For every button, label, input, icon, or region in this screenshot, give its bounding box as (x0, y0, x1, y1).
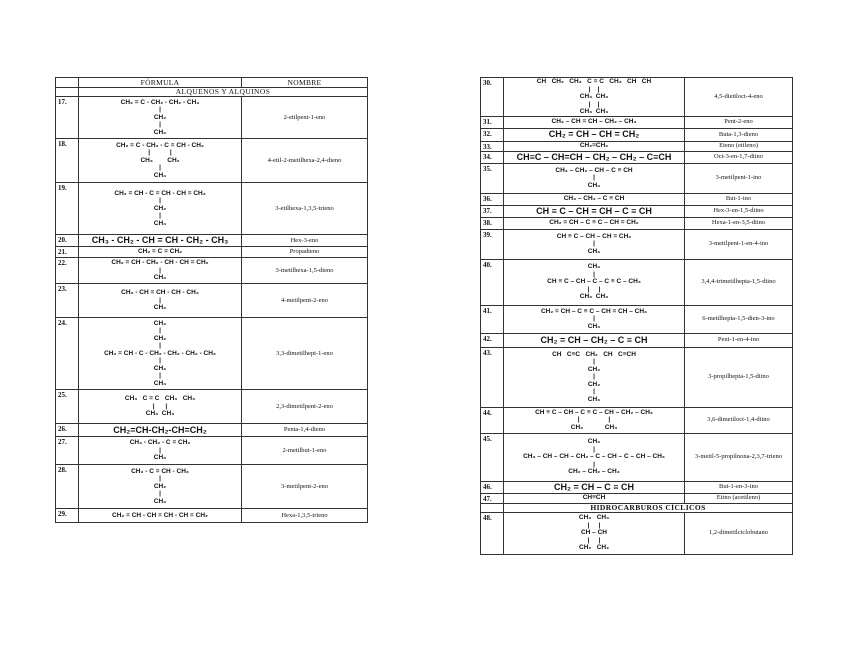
blank-section-cell (481, 503, 504, 512)
row-number: 28. (56, 465, 79, 509)
compound-name: 1,2-dimetilciclobutano (685, 512, 793, 554)
section-row (56, 88, 368, 97)
table-row (56, 437, 368, 465)
formula-cell: CH₂ = CH – C ≡ C – CH = CH – CH₃ | CH₃ (504, 305, 685, 333)
row-number: 27. (56, 437, 79, 465)
compound-name: Etino (acetileno) (685, 493, 793, 503)
compound-name: Pent-1-en-4-ino (685, 333, 793, 347)
formula-cell: CH₃ | CH₃ – CH – CH – CH₂ – C – CH – C – CH – CH₃ | CH₂ – CH₂ – CH₃ (504, 433, 685, 481)
table-row (481, 512, 793, 554)
compound-name: 4-metilpent-2-eno (242, 284, 368, 318)
compound-name: Hexa-1-en-3,5-diino (685, 217, 793, 229)
table-row (481, 141, 793, 151)
formula-cell: CH₂ = CH - CH = CH - CH = CH₂ (79, 509, 242, 523)
table-row (481, 193, 793, 205)
row-number: 19. (56, 183, 79, 235)
formula-header: FÓRMULA (79, 78, 242, 88)
compound-name: 3,6-dimetiloct-1,4-diino (685, 407, 793, 433)
formula-cell: CH₃ – CH = CH – CH₂ – CH₃ (504, 116, 685, 128)
formula-cell: CH₂ = CH - C = CH - CH = CH₂ | CH₂ | CH₃ (79, 183, 242, 235)
formula-cell: CH₃ | CH ≡ C – CH – C – C ≡ C – CH₃ | | CH₃ CH₃ (504, 259, 685, 305)
compound-name: But-1-en-3-ino (685, 481, 793, 493)
row-number: 38. (481, 217, 504, 229)
formula-cell: CH≡C – CH=CH – CH₂ – CH₂ – C≡CH (504, 151, 685, 163)
compound-name: 3,4,4-trimetilhepta-1,5-diino (685, 259, 793, 305)
formula-cell: CH₂ = C - CH₂ - C = CH - CH₃ | | CH₃ CH₂ | CH₃ (79, 139, 242, 183)
table-row (481, 128, 793, 141)
formula-cell: CH₂ = CH – CH = CH₂ (504, 128, 685, 141)
formula-cell: CH₂=CH-CH₂-CH=CH₂ (79, 424, 242, 437)
compound-name: 4-etil-2-metilhexa-2,4-dieno (242, 139, 368, 183)
table-row (481, 259, 793, 305)
formula-cell: CH₃ – CH₂ – CH – C ≡ CH | CH₃ (504, 163, 685, 193)
row-number: 40. (481, 259, 504, 305)
table-row (481, 229, 793, 259)
blank-header-cell (56, 78, 79, 88)
section-title-ciclicos: HIDROCARBUROS CÍCLICOS (504, 503, 793, 512)
table-row (481, 151, 793, 163)
row-number: 39. (481, 229, 504, 259)
compound-name: 3-metilpent-1-en-4-ino (685, 229, 793, 259)
formula-cell: CH₃ - CH = CH - CH - CH₃ | CH₃ (79, 284, 242, 318)
table-row (481, 78, 793, 117)
formula-cell: CH₂ = CH – C ≡ C – CH = CH₂ (504, 217, 685, 229)
row-number: 35. (481, 163, 504, 193)
row-number: 34. (481, 151, 504, 163)
compound-name: 2-etilpent-1-eno (242, 97, 368, 139)
section-row (481, 503, 793, 512)
formula-cell: CH₃ - CH₂ - CH = CH - CH₂ - CH₃ (79, 235, 242, 247)
compound-name: 3-etilhexa-1,3,5-trieno (242, 183, 368, 235)
formula-cell: CH₂ = CH - CH₂ - CH - CH = CH₂ | CH₃ (79, 258, 242, 284)
compound-name: Pent-2-eno (685, 116, 793, 128)
row-number: 30. (481, 78, 504, 117)
compound-name: 3-metilpent-1-ino (685, 163, 793, 193)
row-number: 45. (481, 433, 504, 481)
table-row (481, 433, 793, 481)
table-row (481, 163, 793, 193)
table-row (56, 509, 368, 523)
formula-cell: CH≡CH (504, 493, 685, 503)
formula-cell: CH C≡C CH₂ CH C≡CH | CH₂ | CH₂ | CH₃ (504, 347, 685, 407)
compound-name: 3-metilhexa-1,5-dieno (242, 258, 368, 284)
compound-name: Hex-3-en-1,5-diino (685, 205, 793, 217)
table-row (56, 390, 368, 424)
row-number: 29. (56, 509, 79, 523)
compound-name: Eteno (etileno) (685, 141, 793, 151)
table-row (481, 333, 793, 347)
row-number: 48. (481, 512, 504, 554)
formula-cell: CH₂ = C - CH₂ - CH₂ - CH₃ | CH₂ | CH₃ (79, 97, 242, 139)
row-number: 26. (56, 424, 79, 437)
formula-cell: CH ≡ C – CH – C ≡ C – CH – CH₂ – CH₃ | | CH₃ CH₃ (504, 407, 685, 433)
compound-name: Hexa-1,3,5-trieno (242, 509, 368, 523)
section-title-alquenos: ALQUENOS Y ALQUINOS (79, 88, 368, 97)
compound-name: Penta-1,4-dieno (242, 424, 368, 437)
table-row (481, 481, 793, 493)
formula-cell: CH₃ | CH₂ | CH₂ = CH - C - CH₂ - CH₂ - CH₂ - CH₃ | CH₃ | CH₃ (79, 318, 242, 390)
row-number: 22. (56, 258, 79, 284)
compound-name: 2,3-dimetilpent-2-eno (242, 390, 368, 424)
row-number: 44. (481, 407, 504, 433)
row-number: 37. (481, 205, 504, 217)
formula-cell: CH ≡ C – CH = CH – C ≡ CH (504, 205, 685, 217)
table-row (481, 205, 793, 217)
row-number: 17. (56, 97, 79, 139)
row-number: 41. (481, 305, 504, 333)
compound-name: 2-metilbut-1-eno (242, 437, 368, 465)
table-row (481, 347, 793, 407)
table-row (56, 424, 368, 437)
left-page (55, 77, 368, 523)
row-number: 18. (56, 139, 79, 183)
blank-section-cell (56, 88, 79, 97)
row-number: 23. (56, 284, 79, 318)
compound-name: Propadieno (242, 247, 368, 258)
compound-name: 3-metil-5-propilnona-2,3,7-trieno (685, 433, 793, 481)
row-number: 24. (56, 318, 79, 390)
formula-cell: CH₂ = CH – CH₂ – C ≡ CH (504, 333, 685, 347)
name-header: NOMBRE (242, 78, 368, 88)
table-row (56, 465, 368, 509)
formula-cell: CH₃ – CH₂ – C ≡ CH (504, 193, 685, 205)
row-number: 32. (481, 128, 504, 141)
compound-name: 6-metilhepta-1,5-dien-3-ino (685, 305, 793, 333)
row-number: 36. (481, 193, 504, 205)
compound-name: 3,3-dimetilhept-1-eno (242, 318, 368, 390)
formula-cell: CH₃ C = C CH₃ CH₃ | | CH₃ CH₃ (79, 390, 242, 424)
compound-name: Hex-3-eno (242, 235, 368, 247)
table-row (56, 258, 368, 284)
table-row (56, 284, 368, 318)
row-number: 33. (481, 141, 504, 151)
table-row (56, 235, 368, 247)
compound-name: 3-metilpent-2-eno (242, 465, 368, 509)
compound-name: 4,5-dietiloct-4-eno (685, 78, 793, 117)
formula-cell: CH₂=CH₂ (504, 141, 685, 151)
formula-cell: CH₂ = C = CH₂ (79, 247, 242, 258)
table-row (481, 116, 793, 128)
header-row (56, 78, 368, 88)
right-table (480, 77, 793, 555)
row-number: 25. (56, 390, 79, 424)
compound-name: Oct-3-en-1,7-diino (685, 151, 793, 163)
table-row (56, 183, 368, 235)
compound-name: Buta-1,3-dieno (685, 128, 793, 141)
table-row (56, 318, 368, 390)
right-page (480, 77, 793, 555)
formula-cell: CH₂ = CH – C ≡ CH (504, 481, 685, 493)
row-number: 20. (56, 235, 79, 247)
table-row (481, 305, 793, 333)
row-number: 21. (56, 247, 79, 258)
table-row (56, 139, 368, 183)
compound-name: 3-propilhepta-1,5-diino (685, 347, 793, 407)
formula-cell: CH₃ CH₃ | | CH – CH | | CH₂ CH₂ (504, 512, 685, 554)
row-number: 31. (481, 116, 504, 128)
left-table (55, 77, 368, 523)
row-number: 42. (481, 333, 504, 347)
formula-cell: CH₃ - CH₂ - C = CH₂ | CH₃ (79, 437, 242, 465)
formula-cell: CH ≡ C – CH – CH = CH₂ | CH₃ (504, 229, 685, 259)
row-number: 43. (481, 347, 504, 407)
compound-name: But-1-ino (685, 193, 793, 205)
table-row (481, 493, 793, 503)
table-row (56, 247, 368, 258)
row-number: 47. (481, 493, 504, 503)
row-number: 46. (481, 481, 504, 493)
table-row (56, 97, 368, 139)
formula-cell: CH CH₂ CH₃ C = C CH₂ CH CH | | CH₃ CH₃ | | CH₃ CH₃ (504, 78, 685, 117)
table-row (481, 407, 793, 433)
table-row (481, 217, 793, 229)
formula-cell: CH₃ - C = CH - CH₃ | CH₂ | CH₃ (79, 465, 242, 509)
